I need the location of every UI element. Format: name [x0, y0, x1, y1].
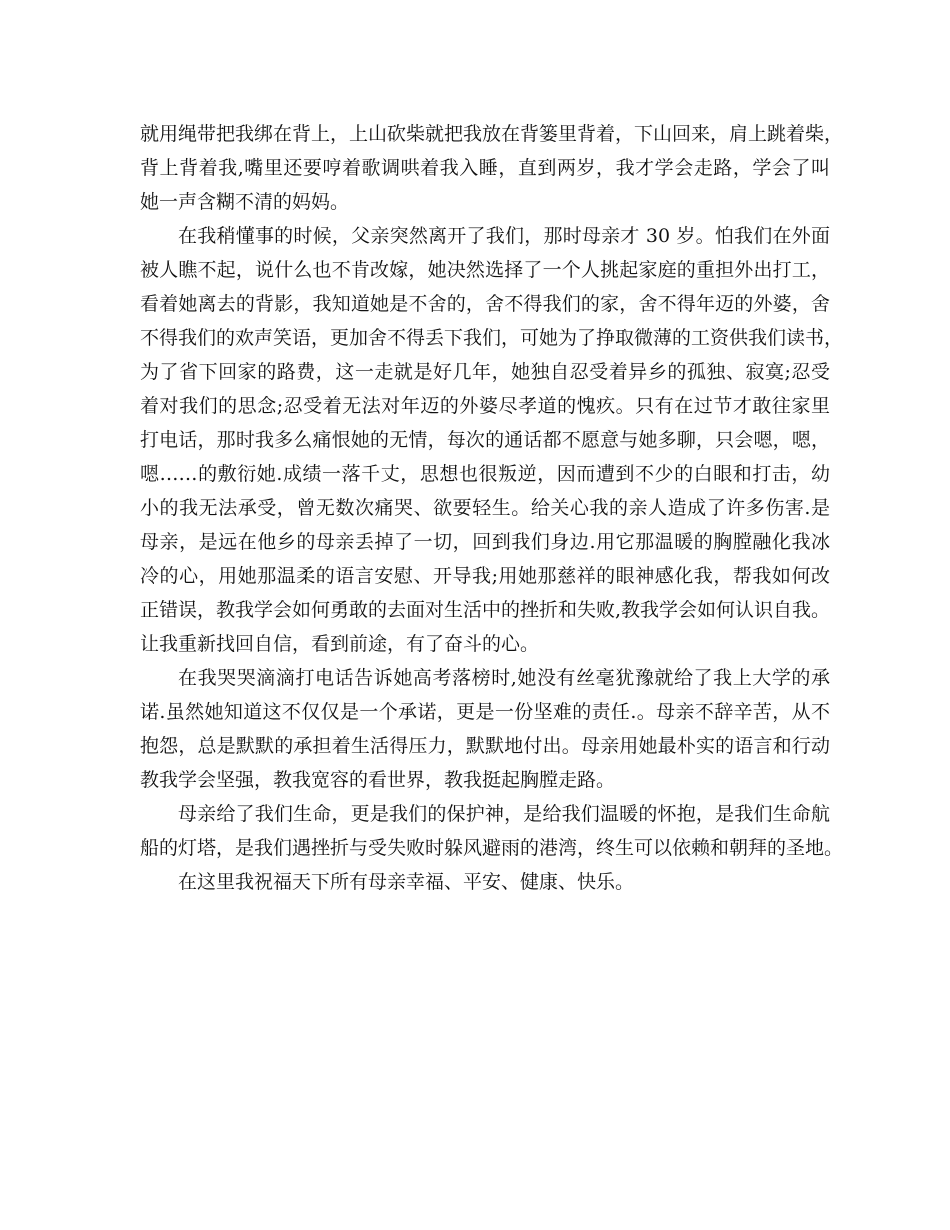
- text-line: 不得我们的欢声笑语，更加舍不得丢下我们，可她为了挣取微薄的工资供我们读书，: [140, 327, 844, 349]
- text-line: 教我学会坚强，教我宽容的看世界，教我挺起胸膛走路。: [140, 769, 616, 791]
- text-line: 为了省下回家的路费，这一走就是好几年，她独自忍受着异乡的孤独、寂寞;忍受: [140, 361, 830, 383]
- document-body: [140, 117, 844, 899]
- text-line: 让我重新找回自信，看到前途，有了奋斗的心。: [140, 633, 540, 655]
- text-line: 打电话，那时我多么痛恨她的无情，每次的通话都不愿意与她多聊，只会嗯，嗯，: [140, 429, 830, 451]
- text-line: 正错误，教我学会如何勇敢的去面对生活中的挫折和失败,教我学会如何认识自我。: [140, 599, 831, 621]
- text-line: 嗯……的敷衍她.成绩一落千丈，思想也很叛逆，因而遭到不少的白眼和打击，幼: [140, 463, 830, 485]
- text-line: 冷的心，用她那温柔的语言安慰、开导我;用她那慈祥的眼神感化我，帮我如何改: [140, 565, 830, 587]
- text-line: 背上背着我,嘴里还要哼着歌调哄着我入睡，直到两岁，我才学会走路，学会了叫: [140, 157, 830, 179]
- text-line: 母亲，是远在他乡的母亲丢掉了一切，回到我们身边.用它那温暖的胸膛融化我冰: [140, 531, 830, 553]
- text-line: 诺.虽然她知道这不仅仅是一个承诺，更是一份坚难的责任.。母亲不辞辛苦，从不: [140, 701, 830, 723]
- text-line: 小的我无法承受，曾无数次痛哭、欲要轻生。给关心我的亲人造成了许多伤害.是: [140, 497, 830, 519]
- text-line: 她一声含糊不清的妈妈。: [140, 191, 350, 213]
- paragraph-first-line: 母亲给了我们生命，更是我们的保护神，是给我们温暖的怀抱，是我们生命航: [178, 803, 830, 825]
- text-line: 船的灯塔，是我们遇挫折与受失败时躲风避雨的港湾，终生可以依赖和朝拜的圣地。: [140, 837, 844, 859]
- paragraph-first-line: 在我哭哭滴滴打电话告诉她高考落榜时,她没有丝毫犹豫就给了我上大学的承: [178, 667, 830, 689]
- paragraph-first-line: 在这里我祝福天下所有母亲幸福、平安、健康、快乐。: [178, 871, 635, 893]
- text-line: 着对我们的思念;忍受着无法对年迈的外婆尽孝道的愧疚。只有在过节才敢往家里: [140, 395, 830, 417]
- paragraph-first-line: 在我稍懂事的时候，父亲突然离开了我们，那时母亲才 30 岁。怕我们在外面: [178, 225, 830, 247]
- text-line: 被人瞧不起，说什么也不肯改嫁，她决然选择了一个人挑起家庭的重担外出打工，: [140, 259, 830, 281]
- text-line: 就用绳带把我绑在背上，上山砍柴就把我放在背篓里背着，下山回来，肩上跳着柴，: [140, 123, 844, 145]
- text-line: 看着她离去的背影，我知道她是不舍的，舍不得我们的家，舍不得年迈的外婆，舍: [140, 293, 830, 315]
- text-line: 抱怨，总是默默的承担着生活得压力，默默地付出。母亲用她最朴实的语言和行动: [140, 735, 830, 757]
